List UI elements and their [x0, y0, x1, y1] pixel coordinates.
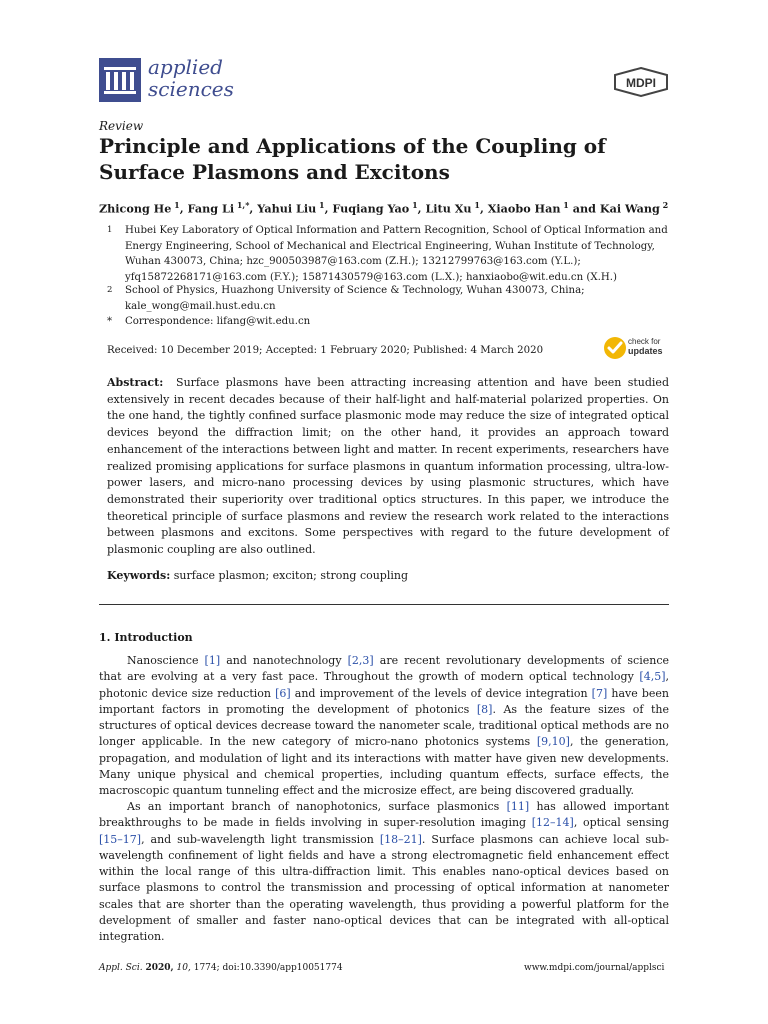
journal-name-line2: sciences	[148, 77, 234, 101]
journal-name	[148, 56, 234, 100]
check-for-updates-button[interactable]	[603, 336, 673, 360]
citation-link[interactable]: [12–14]	[531, 816, 574, 830]
citation-link[interactable]: [7]	[591, 686, 608, 700]
correspondence-mark: *	[107, 316, 113, 327]
affiliation-line: School of Physics, Huazhong University of Science & Technology, Wuhan 430073, China;	[125, 285, 585, 296]
author-affiliation-sup: 1	[171, 200, 180, 210]
citation-link[interactable]: [9,10]	[536, 735, 570, 749]
footer-journal: Appl. Sci.	[99, 963, 143, 973]
citation-link[interactable]: [2,3]	[347, 654, 374, 667]
citation-link[interactable]: [6]	[275, 686, 291, 700]
citation-link[interactable]: [1]	[204, 654, 221, 667]
check-updates-line1: check for	[628, 337, 661, 346]
citation-link[interactable]: [4,5]	[639, 670, 666, 684]
author-affiliation-sup: 1	[471, 200, 480, 210]
citation-link[interactable]: [11]	[506, 800, 530, 813]
section-heading: 1. Introduction	[99, 631, 193, 644]
footer-year: 2020,	[145, 963, 174, 973]
keywords-text: surface plasmon; exciton; strong coupling	[173, 569, 409, 582]
affiliation-line: Correspondence: lifang@wit.edu.cn	[125, 316, 311, 327]
correspondence	[125, 314, 685, 330]
affiliation-line: Hubei Key Laboratory of Optical Information and Pattern Recognition, School of Optical Information and	[125, 225, 668, 236]
publisher-logo-icon	[612, 67, 670, 97]
article-title: Principle and Applications of the Coupling of Surface Plasmons and Excitons	[99, 134, 606, 184]
keywords	[107, 569, 408, 582]
affiliation-line: kale_wong@mail.hust.edu.cn	[125, 300, 276, 312]
citation-link[interactable]: [18–21]	[379, 832, 422, 846]
affiliation-mark-1: 1	[107, 225, 113, 235]
publication-dates: Received: 10 December 2019; Accepted: 1 February 2020; Published: 4 March 2020	[107, 345, 544, 356]
author-name: Litu Xu	[425, 201, 472, 216]
journal-logo-icon	[99, 58, 141, 102]
affiliation-line: Wuhan 430073, China; hzc_900503987@163.com (Z.H.); 13212799763@163.com (Y.L.);	[125, 256, 581, 268]
author-affiliation-sup: 1	[316, 200, 325, 210]
affiliation-line: yfq15872268171@163.com (F.Y.); 15871430579@163.com (L.X.); hanxiaobo@wit.edu.cn (X.H.)	[125, 271, 617, 283]
footer-citation	[99, 963, 343, 973]
citation-link[interactable]: [15–17]	[99, 832, 142, 846]
keywords-label: Keywords:	[107, 569, 171, 582]
affiliation-1	[125, 223, 685, 285]
author-list: Zhicong He $^1$, Fang Li $^{1,*}$, Yahui Liu $^1$, Fuqiang Yao $^1$, Litu Xu $^1$, Xiaobo Han $^1$ and Kai Wang $^2$	[99, 200, 669, 216]
affiliation-line: Energy Engineering, School of Mechanical and Electrical Engineering, Wuhan Institute of Technology,	[125, 240, 655, 252]
check-updates-line2: updates	[628, 346, 663, 356]
publisher-name: MDPI	[626, 76, 656, 90]
author-affiliation-sup: 1	[409, 200, 418, 210]
article-type: Review	[99, 119, 144, 133]
abstract	[107, 375, 669, 559]
author-name: Kai Wang	[599, 201, 660, 216]
affiliation-mark-2: 2	[107, 285, 113, 295]
body-paragraph: Nanoscience [1] and nanotechnology [2,3] are recent revolutionary developments of science that are evolving at a very fast pace. Throughout the growth of modern optical technology [4,5], photonic device size reduction [6] and improvement of the levels of device integration [7] have been important factors in promoting the development of photonics [8]. As the feature sizes of the structures of optical devices decrease toward the nanometer scale, traditional optical methods are no longer applicable. In the new category of micro-nano photonics systems [9,10], the generation, propagation, and modulation of light and its interactions with matter have given new developments. Many unique physical and chemical properties, including quantum effects, surface effects, the macroscopic quantum tunneling effect and the microsize effect, are being discovered gradually.	[99, 654, 670, 798]
footer-doi: 1774; doi:10.3390/app10051774	[193, 963, 343, 973]
journal-name-line1: applied	[148, 55, 223, 79]
author-name: Yahui Liu	[257, 201, 317, 216]
footer-url[interactable]: www.mdpi.com/journal/applsci	[524, 963, 665, 973]
author-name: Zhicong He	[99, 201, 172, 216]
abstract-label: Abstract:	[107, 376, 164, 389]
body-paragraph: As an important branch of nanophotonics, surface plasmonics [11] has allowed important breakthroughs to be made in fields involving in super-resolution imaging [12–14], optical sensing [15–17], and sub-wavelength light transmission [18–21]. Surface plasmons can achieve local sub-wavelength confinement of light fields and have a strong electromagnetic field enhancement effect within the local range of this ultra-diffraction limit. This enables nano-optical devices based on surface plasmons to control the transmission and processing of optical information at nanometer scales that are shorter than the operating wavelength, thus providing a powerful platform for the development of smaller and faster nano-optical devices that can be integrated with all-optical integration.	[99, 800, 669, 944]
abstract-text: Surface plasmons have been attracting increasing attention and have been studied extensively in recent decades because of their half-light and half-material polarized properties. On the one hand, the tightly confined surface plasmonic mode may reduce the size of integrated optical devices beyond the diffraction limit; on the other hand, it provides an approach toward enhancement of the interactions between light and matter. In recent experiments, researchers have realized promising applications for surface plasmons in quantum information processing, ultra-low-power lasers, and micro-nano processing devices by using plasmonic structures, which have demonstrated their superiority over traditional optics structures. In this paper, we introduce the theoretical principle of surface plasmons and review the research work related to the interactions between plasmons and excitons. Some perspectives with regard to the future development of plasmonic coupling are also outlined.	[107, 376, 669, 557]
section-divider	[99, 604, 669, 605]
check-updates-icon	[603, 336, 627, 360]
citation-link[interactable]: [8]	[476, 702, 493, 716]
author-affiliation-sup: 1,*	[234, 200, 250, 210]
author-name: Xiaobo Han	[487, 201, 561, 216]
affiliation-2	[125, 283, 685, 314]
author-affiliation-sup: 2	[659, 200, 669, 210]
author-name: Fuqiang Yao	[332, 201, 410, 216]
author-affiliation-sup: 1	[560, 200, 569, 210]
footer-volume: 10,	[176, 963, 191, 973]
author-name: Fang Li	[187, 201, 235, 216]
